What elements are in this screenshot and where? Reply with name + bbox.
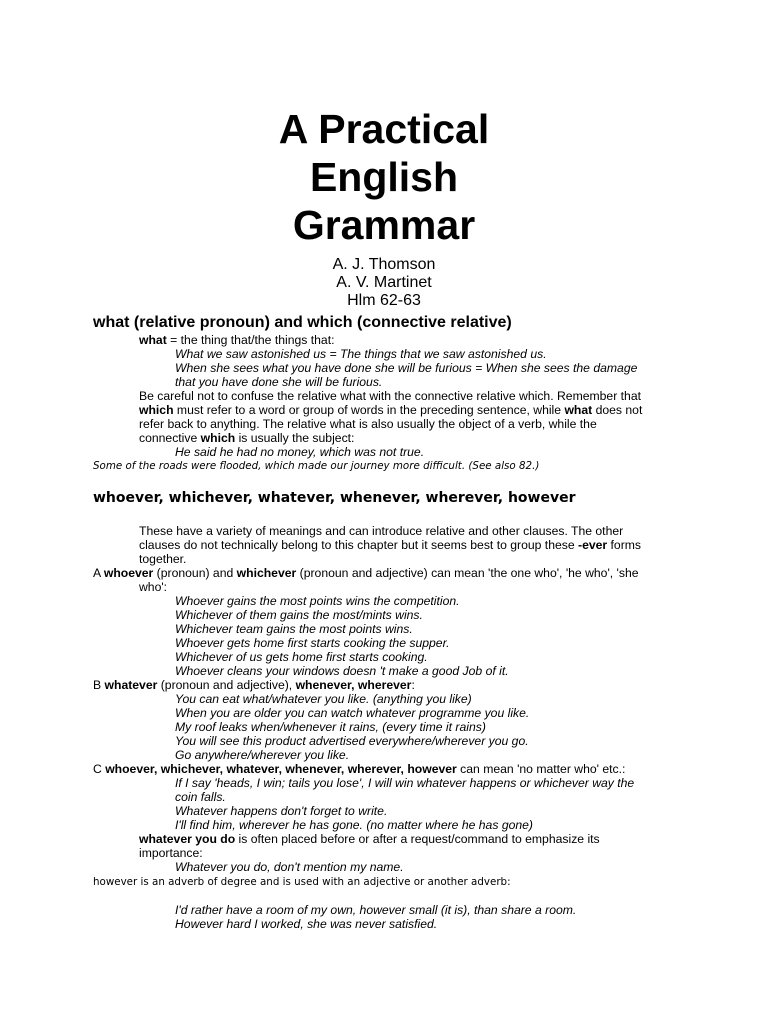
keyword-ever: -ever <box>578 538 608 552</box>
keyword-whenever-wherever: whenever, wherever <box>295 678 412 692</box>
paragraph-text: is often placed before or after a request/command to emphasize its <box>235 832 600 846</box>
author-2: A. V. Martinet <box>336 274 432 291</box>
keyword-which: which <box>200 431 236 445</box>
paragraph-text: is usually the subject: <box>235 431 355 445</box>
point-a <box>93 566 639 580</box>
section-heading-ever-forms: whoever, whichever, whatever, whenever, wherever, however <box>93 490 576 506</box>
paragraph-text: : <box>411 678 415 692</box>
paragraph-line: importance: <box>139 846 203 860</box>
example-line: Whatever you do, don't mention my name. <box>175 860 404 874</box>
example-line: I'll find him, wherever he has gone. (no matter where he has gone) <box>175 818 533 832</box>
keyword-whatever-you-do: whatever you do <box>139 832 236 846</box>
example-line: coin falls. <box>175 790 226 804</box>
example-line: Whatever happens don't forget to write. <box>175 804 388 818</box>
definition-text: = the thing that/the things that: <box>166 333 335 347</box>
paragraph-line: together. <box>139 552 187 566</box>
example-line: Some of the roads were flooded, which made our journey more difficult. (See also 82.) <box>93 460 540 472</box>
example-line: If I say 'heads, I win; tails you lose', I will win whatever happens or whichever way the <box>175 776 635 790</box>
page-reference: Hlm 62-63 <box>347 292 421 309</box>
keyword-whichever: whichever <box>236 566 297 580</box>
example-line: Whichever of them gains the most/mints wins. <box>175 608 423 622</box>
author-1: A. J. Thomson <box>332 256 436 273</box>
keyword-whatever: whatever <box>104 678 158 692</box>
example-line: Whoever cleans your windows doesn 't make a good Job of it. <box>175 664 509 678</box>
paragraph-text: can mean 'no matter who' etc.: <box>456 762 626 776</box>
book-title <box>0 105 768 249</box>
paragraph-line: These have a variety of meanings and can introduce relative and other clauses. The other <box>139 524 624 538</box>
paragraph-text: clauses do not technically belong to this chapter but it seems best to group these <box>139 538 579 552</box>
example-line: When you are older you can watch whatever programme you like. <box>175 706 530 720</box>
example-line: What we saw astonished us = The things that we saw astonished us. <box>175 347 547 361</box>
paragraph-text: forms <box>607 538 642 552</box>
point-c <box>93 762 625 776</box>
paragraph-line <box>139 832 600 846</box>
paragraph-line <box>139 403 642 417</box>
authors-block <box>0 256 768 310</box>
title-line-1: A Practical <box>278 106 490 152</box>
point-b <box>93 678 415 692</box>
keyword-whoever: whoever <box>103 566 154 580</box>
example-line: Whichever team gains the most points wins. <box>175 622 413 636</box>
section-heading-what-which: what (relative pronoun) and which (connective relative) <box>93 314 512 331</box>
example-line: that you have done she will be furious. <box>175 375 383 389</box>
however-note: however is an adverb of degree and is used with an adjective or another adverb: <box>93 876 511 888</box>
example-line: Whoever gets home first starts cooking the supper. <box>175 636 450 650</box>
example-line: He said he had no money, which was not true. <box>175 445 425 459</box>
example-line: Whoever gains the most points wins the competition. <box>175 594 460 608</box>
example-line: Whichever of us gets home first starts cooking. <box>175 650 428 664</box>
example-line: My roof leaks when/whenever it rains, (every time it rains) <box>175 720 486 734</box>
point-label: B <box>93 678 105 692</box>
paragraph-text: (pronoun and adjective), <box>157 678 296 692</box>
paragraph-line <box>139 431 354 445</box>
keyword-what: what <box>139 333 167 347</box>
example-line: You will see this product advertised everywhere/wherever you go. <box>175 734 529 748</box>
paragraph-text: does not <box>592 403 643 417</box>
paragraph-text: (pronoun and adjective) can mean 'the one who', 'he who', 'she <box>296 566 639 580</box>
keyword-list: whoever, whichever, whatever, whenever, wherever, however <box>105 762 457 776</box>
title-line-2: English <box>309 154 459 200</box>
point-label: A <box>93 566 104 580</box>
paragraph-line <box>139 538 641 552</box>
example-line: Go anywhere/wherever you like. <box>175 748 350 762</box>
title-line-3: Grammar <box>292 202 476 248</box>
paragraph-line: who': <box>139 580 168 594</box>
example-line: However hard I worked, she was never satisfied. <box>175 917 438 931</box>
paragraph-line: Be careful not to confuse the relative what with the connective relative which. Remember that <box>139 389 641 403</box>
example-line: You can eat what/whatever you like. (anything you like) <box>175 692 472 706</box>
example-line: When she sees what you have done she will be furious = When she sees the damage <box>175 361 638 375</box>
paragraph-line: refer back to anything. The relative what is also usually the object of a verb, while the <box>139 417 597 431</box>
paragraph-text: connective <box>139 431 201 445</box>
keyword-which: which <box>139 403 174 417</box>
definition-what <box>139 333 334 347</box>
paragraph-text: must refer to a word or group of words in the preceding sentence, while <box>173 403 565 417</box>
example-line: I'd rather have a room of my own, however small (it is), than share a room. <box>175 903 577 917</box>
point-label: C <box>93 762 106 776</box>
keyword-what: what <box>564 403 593 417</box>
paragraph-text: (pronoun) and <box>153 566 237 580</box>
